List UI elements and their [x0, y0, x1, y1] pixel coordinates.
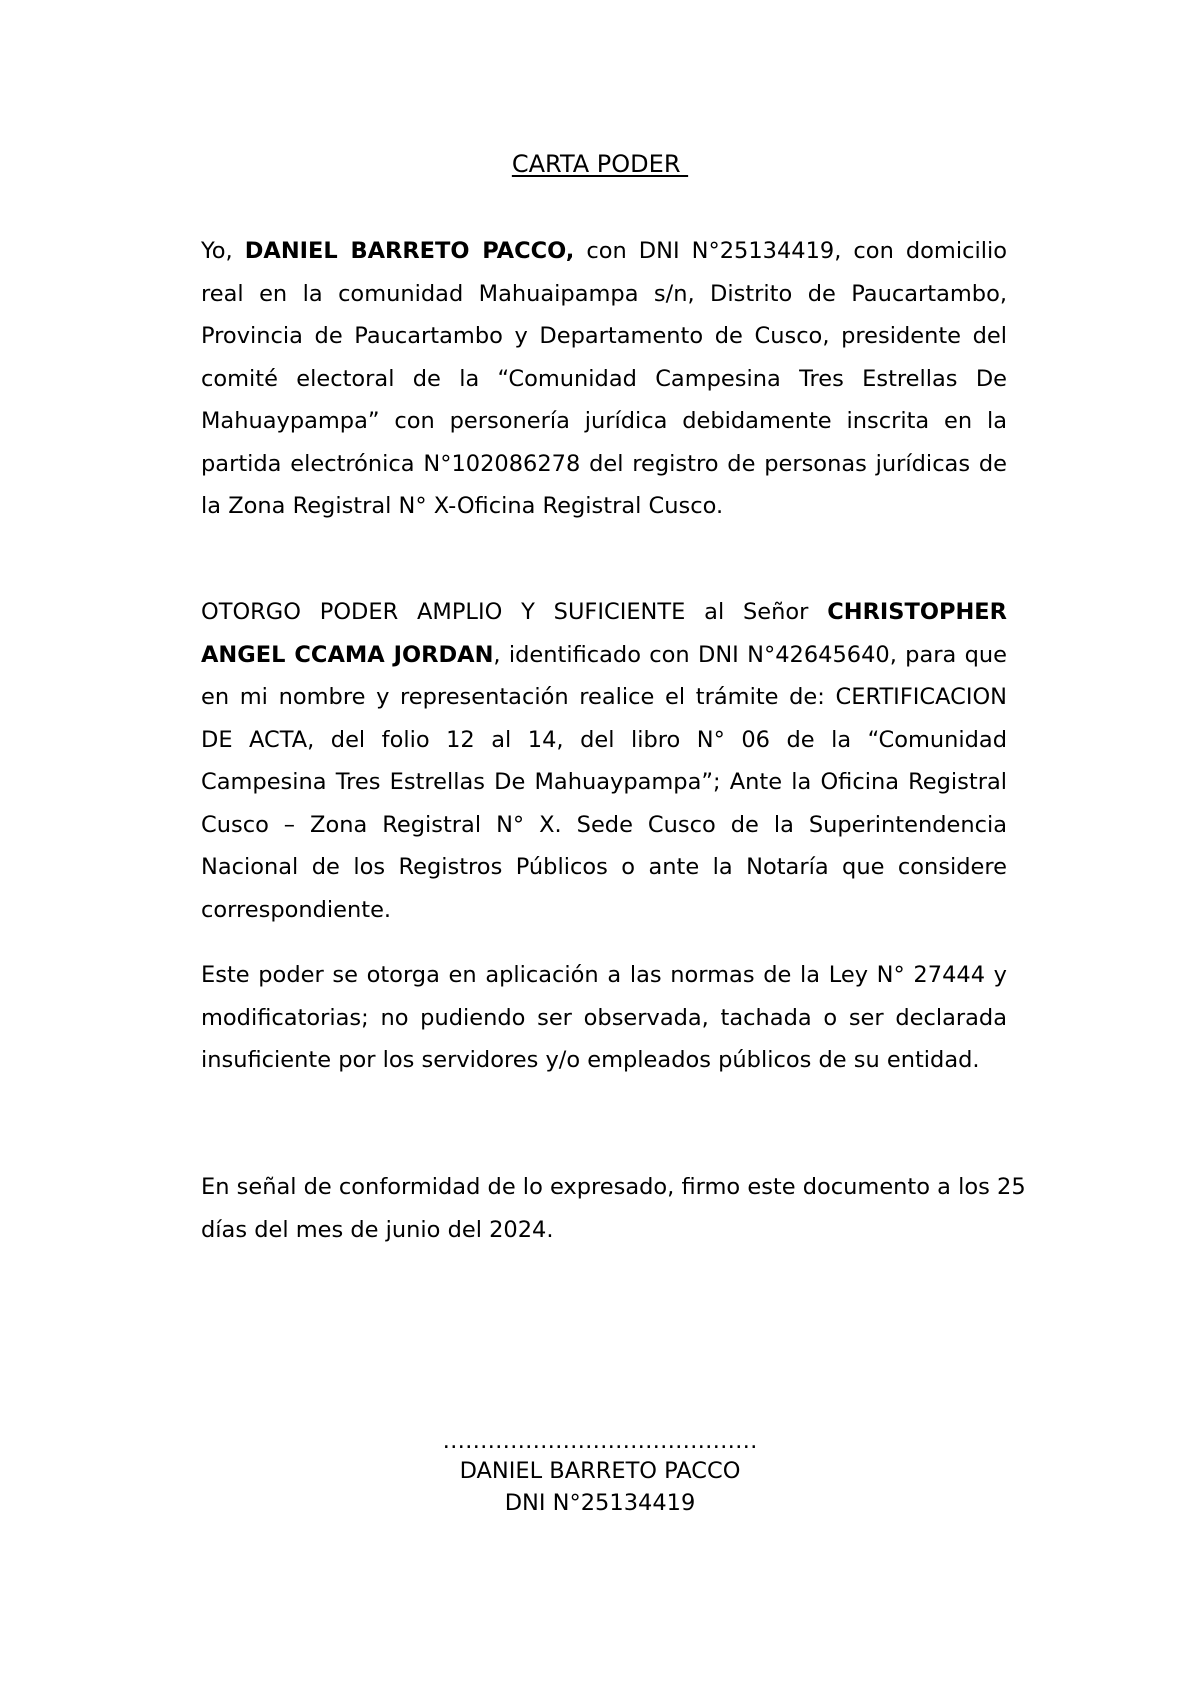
signatory-name: DANIEL BARRETO PACCO	[459, 1458, 741, 1484]
signature-line: ……………………………………	[442, 1428, 758, 1454]
paragraph-text: Yo,	[201, 238, 245, 264]
title-text: CARTA PODER	[511, 150, 689, 178]
paragraph-text: , identificado con DNI N°42645640, para que en mi nombre y representación realice el trámite de: CERTIFICACION DE ACTA, del folio 12 al 14, del libro N° 06 de la “Comunidad Campesina Tres Estrellas De Mahuaypampa”; Ante la Oficina Registral Cusco – Zona Registral N° X. Sede Cusco de la Superintendencia Nacional de los Registros Públicos o ante la Notaría que considere correspondiente.	[201, 641, 1007, 923]
signatory-dni: DNI N°25134419	[504, 1490, 696, 1516]
paragraph-grant	[201, 591, 1007, 931]
paragraph-conformity: En señal de conformidad de lo expresado, firmo este documento a los 25 días del mes de junio del 2024.	[201, 1174, 1026, 1243]
declarant-name: DANIEL BARRETO PACCO,	[244, 238, 575, 264]
document-title	[0, 150, 1200, 179]
attorney-name: CHRISTOPHER ANGEL CCAMA JORDAN	[201, 599, 1007, 668]
paragraph-declarant	[201, 230, 1007, 528]
paragraph-text: con DNI N°25134419, con domicilio real en la comunidad Mahuaipampa s/n, Distrito de Paucartambo, Provincia de Paucartambo y Departamento de Cusco, presidente del comité electoral de la “Comunidad Campesina Tres Estrellas De Mahuaypampa” con personería jurídica debidamente inscrita en la partida electrónica N°102086278 del registro de personas jurídicas de la Zona Registral N° X-Oficina Registral Cusco.	[201, 238, 1007, 519]
paragraph-legal-basis: Este poder se otorga en aplicación a las normas de la Ley N° 27444 y modificatorias; no pudiendo ser observada, tachada o ser declarada insuficiente por los servidores y/o empleados públicos de su entidad.	[201, 962, 1007, 1073]
paragraph-text: OTORGO PODER AMPLIO Y SUFICIENTE al Señor	[201, 599, 828, 625]
